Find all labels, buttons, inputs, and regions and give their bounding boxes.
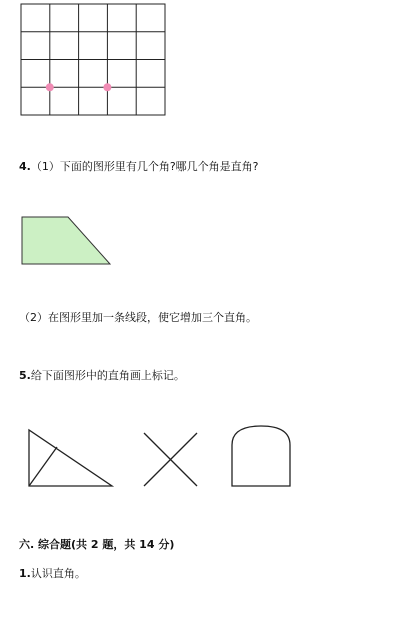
q6-1-line bbox=[19, 567, 86, 581]
arch-figure bbox=[232, 426, 290, 486]
q4-part1-text: （1）下面的图形里有几个角?哪几个角是直角? bbox=[30, 160, 259, 173]
q5-line bbox=[19, 369, 185, 383]
q6-1-number: 1. bbox=[19, 567, 31, 580]
q4-part1 bbox=[19, 160, 259, 174]
grid-dot-left bbox=[46, 83, 54, 91]
triangle-shape bbox=[29, 430, 112, 486]
q4-part2 bbox=[19, 311, 257, 325]
q5-text: 给下面图形中的直角画上标记。 bbox=[30, 369, 185, 382]
triangle-inner-line bbox=[29, 447, 57, 486]
q4-part2-text: （2）在图形里加一条线段，使它增加三个直角。 bbox=[19, 311, 257, 324]
cross-figure bbox=[144, 433, 197, 486]
q6-1-text: 认识直角。 bbox=[30, 567, 86, 580]
q4-number: 4. bbox=[19, 160, 31, 173]
trapezoid-shape bbox=[22, 217, 110, 264]
triangle-figure bbox=[29, 430, 112, 486]
grid-dot-right bbox=[103, 83, 111, 91]
q5-number: 5. bbox=[19, 369, 31, 382]
section6-title: 六. 综合题(共 2 题，共 14 分) bbox=[19, 538, 175, 551]
